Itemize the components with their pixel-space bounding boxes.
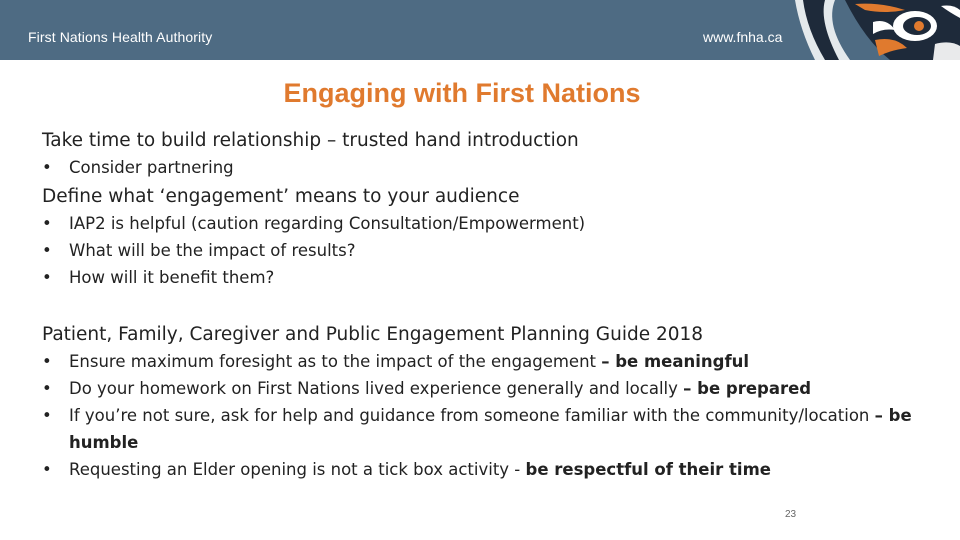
- bullet-icon: •: [42, 379, 52, 398]
- section-heading: Take time to build relationship – trusted hand introduction: [42, 130, 579, 151]
- organization-name: First Nations Health Authority: [28, 29, 213, 45]
- emphasis-text: – be humble: [69, 406, 912, 452]
- list-item: • How will it benefit them?: [42, 264, 942, 291]
- bullet-icon: •: [42, 352, 52, 371]
- emphasis-text: – be meaningful: [601, 352, 750, 371]
- page-number: 23: [785, 509, 797, 520]
- slide-title: Engaging with First Nations: [283, 78, 641, 108]
- bullet-list: [42, 210, 942, 291]
- section-heading: Patient, Family, Caregiver and Public Engagement Planning Guide 2018: [42, 324, 704, 345]
- bullet-icon: •: [42, 406, 52, 425]
- bullet-icon: •: [42, 241, 52, 260]
- emphasis-text: – be prepared: [683, 379, 812, 398]
- list-item: • If you’re not sure, ask for help and guidance from someone familiar with the community/location – be humble: [42, 402, 942, 456]
- bullet-icon: •: [42, 158, 52, 177]
- list-item: • Ensure maximum foresight as to the impact of the engagement – be meaningful: [42, 348, 942, 375]
- section-heading: Define what ‘engagement’ means to your audience: [42, 186, 520, 207]
- bullet-list: [42, 154, 942, 181]
- formline-bird-logo-icon: [795, 0, 960, 60]
- slide-content: [42, 128, 942, 483]
- list-item: • Do your homework on First Nations lived experience generally and locally – be prepared: [42, 375, 942, 402]
- emphasis-text: be respectful of their time: [525, 460, 771, 479]
- list-item: • IAP2 is helpful (caution regarding Consultation/Empowerment): [42, 210, 942, 237]
- list-item: • Requesting an Elder opening is not a tick box activity - be respectful of their time: [42, 456, 942, 483]
- website-url: www.fnha.ca: [703, 29, 783, 45]
- header-bar: [0, 0, 960, 60]
- bullet-icon: •: [42, 214, 52, 233]
- bullet-icon: •: [42, 460, 52, 479]
- list-item: • Consider partnering: [42, 154, 942, 181]
- list-item: • What will be the impact of results?: [42, 237, 942, 264]
- bullet-list: [42, 348, 942, 483]
- bullet-icon: •: [42, 268, 52, 287]
